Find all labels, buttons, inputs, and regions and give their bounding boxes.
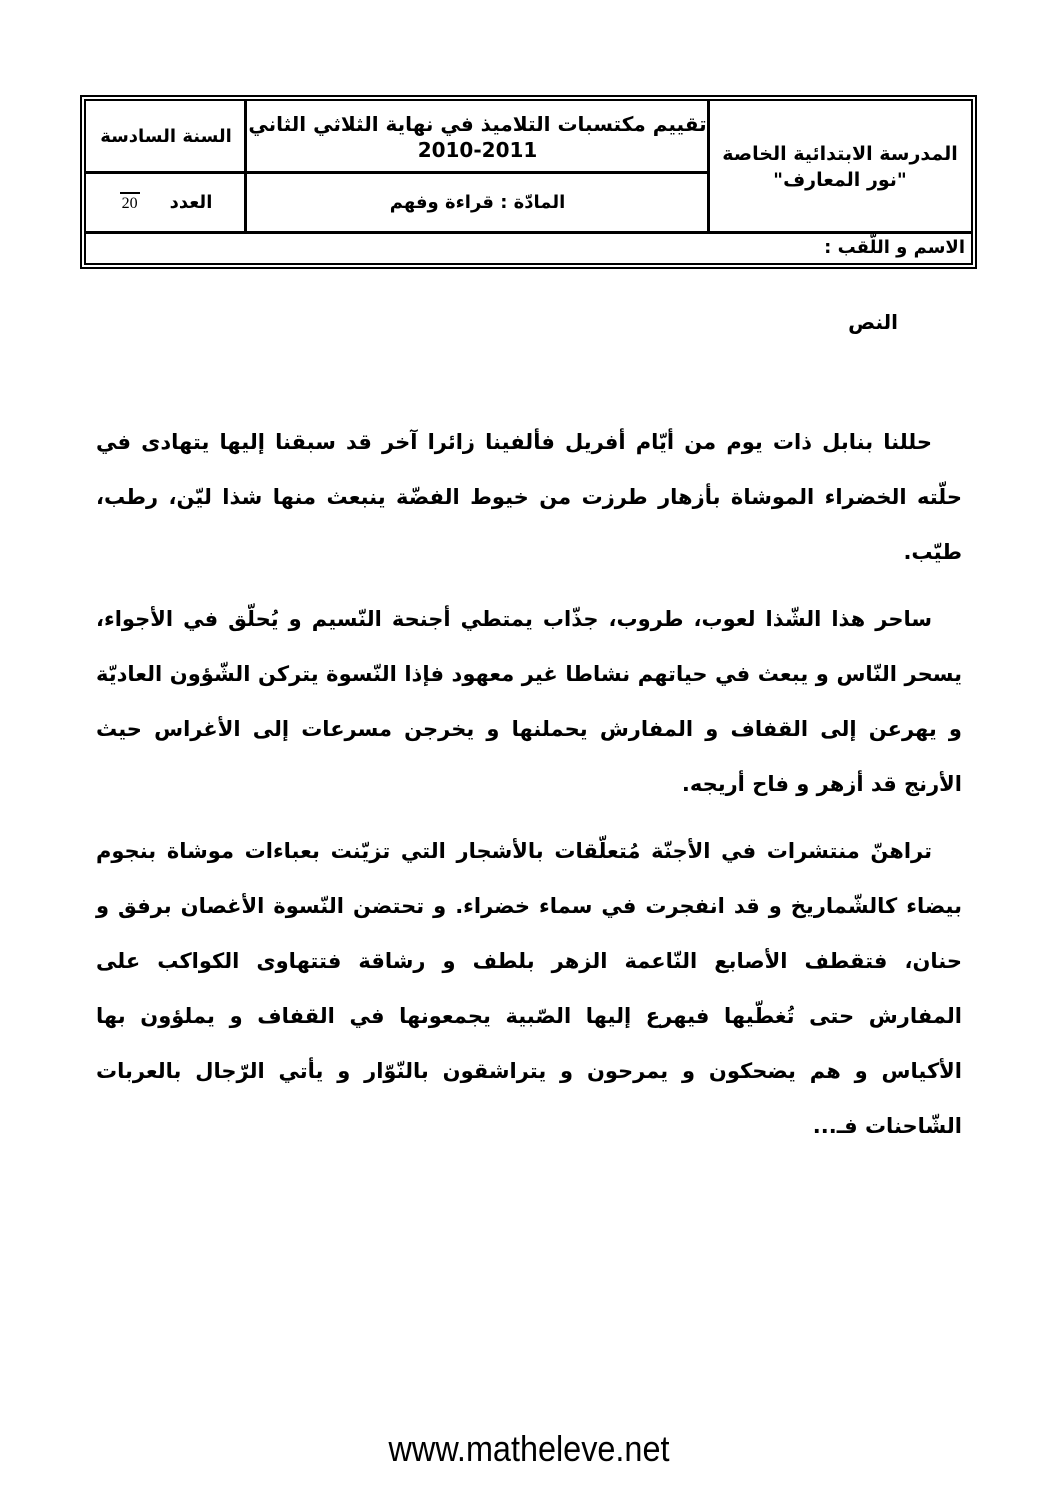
subject-cell: [246, 172, 709, 232]
footer-url: www.matheleve.net: [388, 1428, 670, 1469]
exam-title-cell: [246, 101, 709, 172]
passage-paragraph: ساحر هذا الشّذا لعوب، طروب، جذّاب يمتطي أجنحة النّسيم و يُحلّق في الأجواء، يسحر النّاس و يبعث في حياتهم نشاطا غير معهود فإذا النّسوة يتركن الشّؤون العاديّة و يهرعن إلى القفاف و المفارش يحملنها و يخرجن مسرعات إلى الأغراس حيث الأرنج قد أزهر و فاح أريجه.: [96, 607, 962, 796]
exam-title: تقييم مكتسبات التلاميذ في نهاية الثلاثي الثاني: [248, 111, 707, 136]
subject-label: المادّة : قراءة وفهم: [389, 191, 566, 213]
score-fraction: [120, 192, 140, 212]
passage-paragraph: حللنا بنابل ذات يوم من أيّام أفريل فألفينا زائرا آخر قد سبقنا إليها يتهادى في حلّته الخضراء الموشاة بأزهار طرزت من خيوط الفضّة ينبعث منها شذا ليّن، رطب، طيّب.: [96, 430, 962, 564]
passage-paragraph: تراهنّ منتشرات في الأجنّة مُتعلّقات بالأشجار التي تزيّنت بعباءات موشاة بنجوم بيضاء كالشّماريخ و قد انفجرت في سماء خضراء. و تحتضن النّسوة الأغصان برفق و حنان، فتقطف الأصابع النّاعمة الزهر بلطف و رشاقة فتتهاوى الكواكب على المفارش حتى تُغطّيها فيهرع إليها الصّبية يجمعونها في القفاف و يملؤون بها الأكياس و هم يضحكون و يمرحون و يتراشقون بالنّوّار و يأتي الرّجال بالعربات الشّاحنات فـ...: [96, 839, 962, 1138]
school-cell: [709, 101, 971, 232]
exam-header-table: [80, 95, 977, 269]
reading-passage: [96, 415, 962, 1166]
grade-cell: [86, 101, 246, 172]
score-blank: [120, 192, 140, 194]
score-label: العدد: [169, 191, 213, 213]
score-cell: [86, 172, 246, 232]
student-name-field[interactable]: [86, 232, 971, 263]
school-subtitle: "نور المعارف": [773, 168, 907, 191]
grade-label: السنة السادسة: [100, 126, 232, 147]
section-title: النص: [848, 310, 898, 334]
name-label: الاسم و اللّقب :: [824, 237, 965, 258]
score-total: 20: [121, 195, 138, 212]
school-name: المدرسة الابتدائية الخاصة: [722, 142, 958, 165]
school-year: 2010-2011: [417, 137, 538, 162]
